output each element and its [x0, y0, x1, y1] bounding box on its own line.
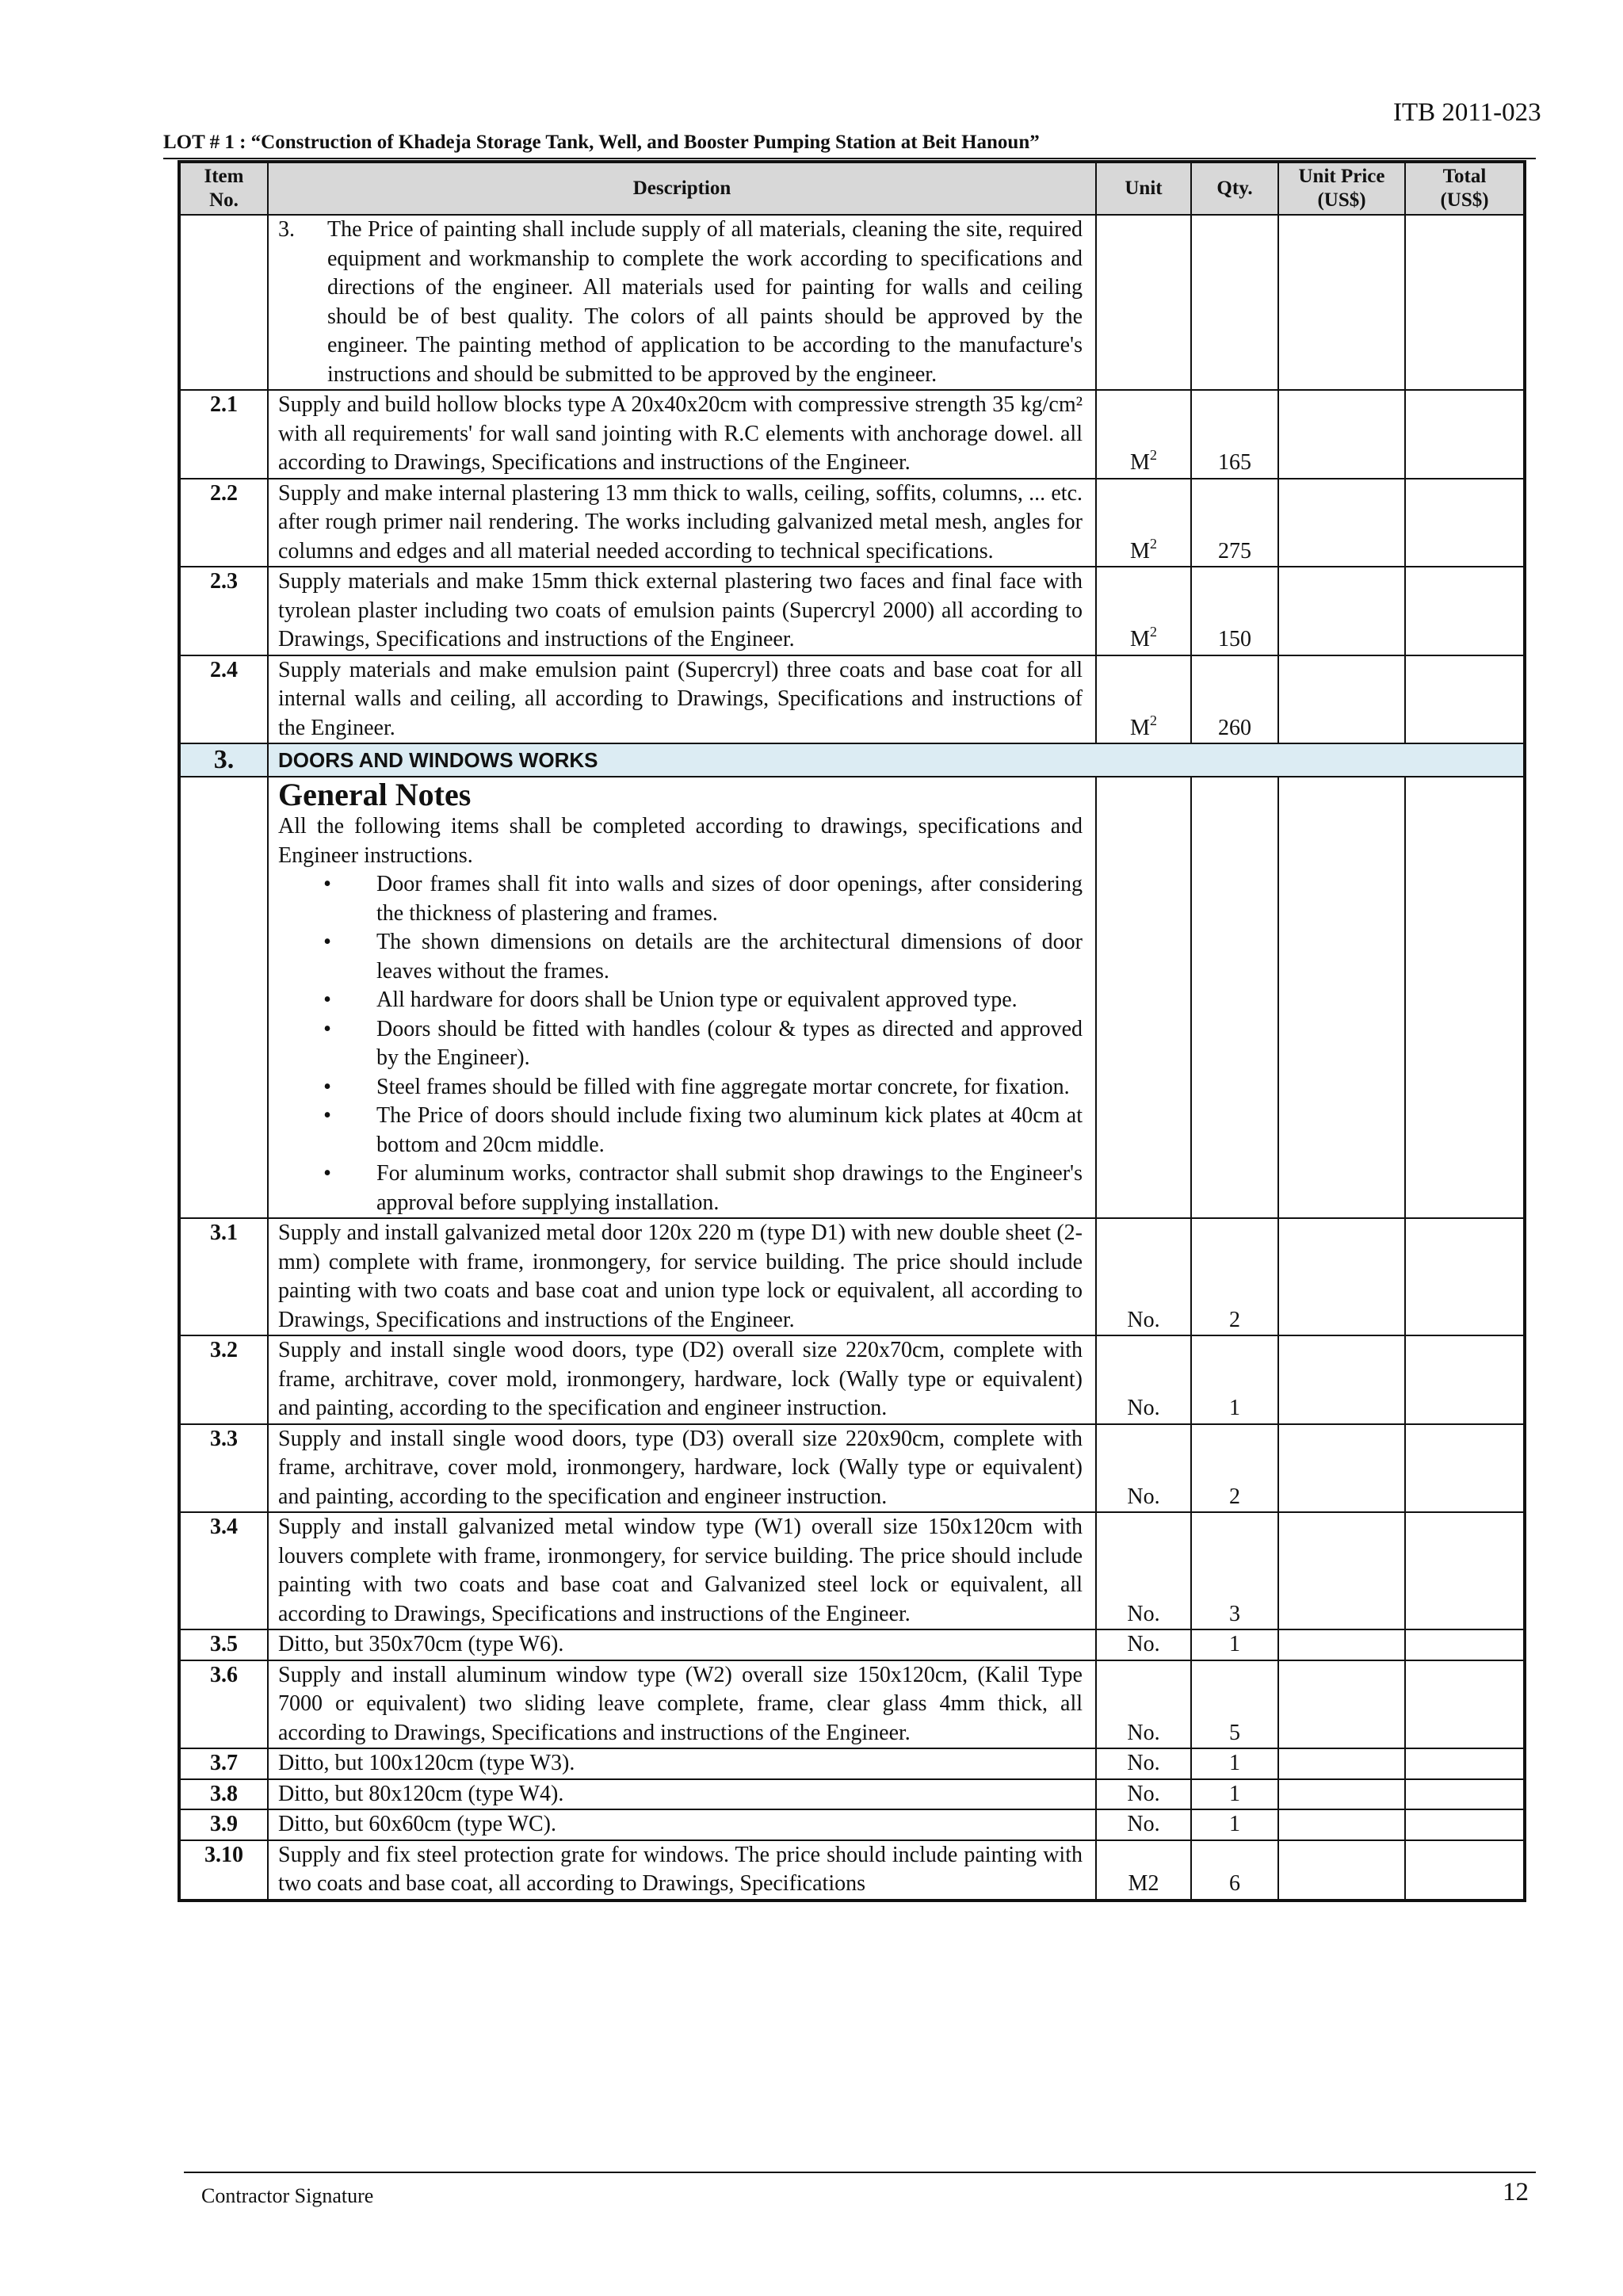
footer-rule	[184, 2172, 1536, 2173]
section-3	[179, 743, 1525, 1218]
item-number: 3.5	[179, 1629, 268, 1660]
column-header-unit: Unit	[1096, 162, 1191, 215]
general-notes-row	[179, 777, 1525, 1218]
item-unit	[1096, 1840, 1191, 1901]
item-unit-price	[1278, 1840, 1405, 1901]
bullet-icon: •	[323, 930, 331, 954]
column-header-description: Description	[268, 162, 1096, 215]
general-notes-intro: All the following items shall be completed according to drawings, specifications and Engineer instructions.	[278, 814, 1083, 868]
table-row	[179, 1748, 1525, 1779]
item-unit	[1096, 1424, 1191, 1513]
section-header-row	[179, 743, 1525, 777]
item-total	[1405, 390, 1525, 479]
item-quantity: 3	[1191, 1512, 1278, 1629]
bill-of-quantities-table	[178, 160, 1526, 1902]
item-unit	[1096, 479, 1191, 567]
item-unit-price	[1278, 479, 1405, 567]
unit-text: M	[1130, 627, 1150, 651]
item-number: 3.10	[179, 1840, 268, 1901]
table-row	[179, 1512, 1525, 1629]
unit-exponent: 2	[1149, 447, 1157, 463]
item-description: Supply and make internal plastering 13 mm thick to walls, ceiling, soffits, columns, ... etc. after rough primer nail rendering. The works including galvanized metal mesh, angles for columns and edges and all material needed according to technical specifications.	[268, 479, 1096, 567]
section-title: DOORS AND WINDOWS WORKS	[268, 743, 1525, 777]
item-total	[1405, 1218, 1525, 1335]
table-row	[179, 1335, 1525, 1424]
item-quantity: 275	[1191, 479, 1278, 567]
unit-text: No.	[1127, 1632, 1160, 1656]
general-notes-title: General Notes	[278, 777, 472, 812]
item-description: Supply and install single wood doors, type (D2) overall size 220x70cm, complete with frame, architrave, cover mold, ironmongery, hardware, lock (Wally type or equivalent) and painting, according to the specification and engineer instruction.	[268, 1335, 1096, 1424]
item-total	[1405, 1335, 1525, 1424]
item-number: 3.7	[179, 1748, 268, 1779]
item-unit	[1096, 1779, 1191, 1810]
item-description: Ditto, but 100x120cm (type W3).	[268, 1748, 1096, 1779]
item-number: 2.2	[179, 479, 268, 567]
item-number: 3.4	[179, 1512, 268, 1629]
list-item	[278, 1015, 1083, 1073]
item-unit-price	[1278, 1512, 1405, 1629]
item-quantity: 2	[1191, 1218, 1278, 1335]
item-unit-price	[1278, 655, 1405, 744]
list-item	[278, 986, 1083, 1015]
item-quantity: 1	[1191, 1809, 1278, 1840]
item-number: 3.2	[179, 1335, 268, 1424]
unit-text: No.	[1127, 1812, 1160, 1836]
item-total	[1405, 1660, 1525, 1749]
item-quantity: 2	[1191, 1424, 1278, 1513]
item-unit	[1096, 1660, 1191, 1749]
note-number: 3.	[278, 217, 295, 242]
unit-text: No.	[1127, 1396, 1160, 1420]
unit-text: No.	[1127, 1720, 1160, 1745]
column-header-item-no: Item No.	[179, 162, 268, 215]
bullet-text: Steel frames should be filled with fine aggregate mortar concrete, for fixation.	[376, 1074, 1070, 1099]
item-unit-price	[1278, 390, 1405, 479]
section-number: 3.	[179, 743, 268, 777]
contractor-signature-label: Contractor Signature	[201, 2184, 374, 2207]
item-number: 3.8	[179, 1779, 268, 1810]
general-notes-list	[278, 870, 1083, 1217]
item-unit-price	[1278, 1660, 1405, 1749]
bullet-icon: •	[323, 1074, 331, 1099]
table-row	[179, 390, 1525, 479]
doors-windows-items	[179, 1218, 1525, 1901]
item-description: Supply and install galvanized metal door 120x 220 m (type D1) with new double sheet (2-mm) complete with frame, ironmongery, for service building. The price should include painting with two coats and base coat and union type lock or equivalent, all according to Drawings, Specifications and instructions of the Engineer.	[268, 1218, 1096, 1335]
bullet-text: The Price of doors should include fixing two aluminum kick plates at 40cm at bottom and 20cm middle.	[376, 1103, 1083, 1157]
table-row	[179, 1424, 1525, 1513]
list-item	[278, 928, 1083, 986]
item-unit	[1096, 1218, 1191, 1335]
table-row	[179, 479, 1525, 567]
unit-text: M	[1130, 450, 1150, 475]
table-row	[179, 1218, 1525, 1335]
bullet-text: Door frames shall fit into walls and sizes of door openings, after considering the thickness of plastering and frames.	[376, 872, 1083, 926]
item-total	[1405, 655, 1525, 744]
item-total	[1405, 1424, 1525, 1513]
unit-text: No.	[1127, 1484, 1160, 1509]
item-total	[1405, 1512, 1525, 1629]
item-number: 2.3	[179, 567, 268, 655]
item-unit-price	[1278, 1779, 1405, 1810]
item-total	[1405, 479, 1525, 567]
item-description: Ditto, but 80x120cm (type W4).	[268, 1779, 1096, 1810]
item-quantity: 1	[1191, 1629, 1278, 1660]
item-quantity: 150	[1191, 567, 1278, 655]
item-unit-price	[1278, 1809, 1405, 1840]
item-number: 2.1	[179, 390, 268, 479]
painting-note-3	[268, 215, 1096, 390]
item-unit-price	[1278, 1748, 1405, 1779]
item-description: Supply and build hollow blocks type A 20x40x20cm with compressive strength 35 kg/cm² with all requirements' for wall sand jointing with R.C elements with anchorage dowel. all according to Drawings, Specifications and instructions of the Engineer.	[268, 390, 1096, 479]
item-number: 3.6	[179, 1660, 268, 1749]
column-header-qty: Qty.	[1191, 162, 1278, 215]
bullet-icon: •	[323, 1016, 331, 1041]
item-description: Supply and install aluminum window type (W2) overall size 150x120cm, (Kalil Type 7000 or equivalent) two sliding leave complete, frame, clear glass 4mm thick, all according to Drawings, Specifications and instructions of the Engineer.	[268, 1660, 1096, 1749]
item-quantity: 5	[1191, 1660, 1278, 1749]
item-description: Ditto, but 350x70cm (type W6).	[268, 1629, 1096, 1660]
item-total	[1405, 1629, 1525, 1660]
item-unit-price	[1278, 1424, 1405, 1513]
unit-exponent: 2	[1149, 624, 1157, 640]
item-quantity: 165	[1191, 390, 1278, 479]
item-unit	[1096, 1629, 1191, 1660]
table-row	[179, 1629, 1525, 1660]
unit-text: M	[1130, 715, 1150, 740]
item-unit-price	[1278, 567, 1405, 655]
item-unit	[1096, 390, 1191, 479]
lot-title: LOT # 1 : “Construction of Khadeja Storage Tank, Well, and Booster Pumping Station at Beit Hanoun”	[163, 132, 1040, 153]
table-header-row	[179, 162, 1525, 215]
unit-exponent: 2	[1149, 535, 1157, 552]
header-rule	[163, 158, 1536, 159]
column-header-unit-price: Unit Price (US$)	[1278, 162, 1405, 215]
list-item	[278, 1102, 1083, 1159]
item-unit-price	[1278, 1335, 1405, 1424]
item-quantity: 260	[1191, 655, 1278, 744]
page-number: 12	[1503, 2178, 1529, 2206]
item-unit	[1096, 1748, 1191, 1779]
item-description: Supply and install galvanized metal window type (W1) overall size 150x120cm with louvers complete with frame, ironmongery, for service building. The price should include painting with two coats and base coat and Galvanized steel lock or equivalent, all according to Drawings, Specifications and instructions of the Engineer.	[268, 1512, 1096, 1629]
document-reference: ITB 2011-023	[1393, 98, 1541, 127]
bullet-text: The shown dimensions on details are the architectural dimensions of door leaves without the frames.	[376, 930, 1083, 984]
bullet-icon: •	[323, 988, 331, 1012]
list-item	[278, 870, 1083, 928]
item-description: Supply materials and make emulsion paint (Supercryl) three coats and base coat for all internal walls and ceiling, all according to Drawings, Specifications and instructions of the Engineer.	[268, 655, 1096, 744]
unit-text: No.	[1127, 1601, 1160, 1626]
item-description: Supply and install single wood doors, type (D3) overall size 220x90cm, complete with frame, architrave, cover mold, ironmongery, hardware, lock (Wally type or equivalent) and painting, according to the specification and engineer instruction.	[268, 1424, 1096, 1513]
unit-text: No.	[1127, 1781, 1160, 1806]
item-quantity: 1	[1191, 1748, 1278, 1779]
column-header-total: Total (US$)	[1405, 162, 1525, 215]
item-number: 2.4	[179, 655, 268, 744]
list-item	[278, 1159, 1083, 1217]
item-description: Supply and fix steel protection grate for windows. The price should include painting with two coats and base coat, all according to Drawings, Specifications	[268, 1840, 1096, 1901]
bullet-icon: •	[323, 1161, 331, 1186]
item-unit	[1096, 1809, 1191, 1840]
item-number: 3.3	[179, 1424, 268, 1513]
bullet-icon: •	[323, 1103, 331, 1128]
painting-items	[179, 215, 1525, 743]
unit-text: No.	[1127, 1751, 1160, 1775]
bullet-text: Doors should be fitted with handles (colour & types as directed and approved by the Engineer).	[376, 1016, 1083, 1070]
unit-text: M2	[1128, 1871, 1159, 1896]
item-total	[1405, 567, 1525, 655]
table-row	[179, 215, 1525, 390]
item-number: 3.9	[179, 1809, 268, 1840]
item-total	[1405, 1748, 1525, 1779]
item-total	[1405, 1840, 1525, 1901]
item-quantity: 6	[1191, 1840, 1278, 1901]
table-row	[179, 1779, 1525, 1810]
item-description: Supply materials and make 15mm thick external plastering two faces and final face with tyrolean plaster including two coats of emulsion paints (Supercryl 2000) all according to Drawings, Specifications and instructions of the Engineer.	[268, 567, 1096, 655]
item-unit	[1096, 1512, 1191, 1629]
item-unit	[1096, 567, 1191, 655]
item-unit-price	[1278, 1629, 1405, 1660]
item-total	[1405, 1779, 1525, 1810]
bullet-text: For aluminum works, contractor shall submit shop drawings to the Engineer's approval before supplying installation.	[376, 1161, 1083, 1215]
bullet-icon: •	[323, 872, 331, 896]
item-number: 3.1	[179, 1218, 268, 1335]
item-unit-price	[1278, 1218, 1405, 1335]
note-text: The Price of painting shall include supply of all materials, cleaning the site, required equipment and workmanship to complete the work according to specifications and directions of the engineer. All materials used for painting for walls and ceiling should be of best quality. The colors of all paints should be approved by the engineer. The painting method of application to be according to the manufacture's instructions and should be submitted to be approved by the engineer.	[327, 217, 1083, 387]
item-unit	[1096, 655, 1191, 744]
item-unit	[1096, 1335, 1191, 1424]
item-quantity: 1	[1191, 1779, 1278, 1810]
unit-exponent: 2	[1149, 712, 1157, 728]
table-row	[179, 1840, 1525, 1901]
bullet-text: All hardware for doors shall be Union type or equivalent approved type.	[376, 988, 1018, 1012]
table-row	[179, 655, 1525, 744]
table-row	[179, 567, 1525, 655]
unit-text: M	[1130, 538, 1150, 563]
item-total	[1405, 1809, 1525, 1840]
unit-text: No.	[1127, 1307, 1160, 1332]
item-quantity: 1	[1191, 1335, 1278, 1424]
table-row	[179, 1809, 1525, 1840]
list-item	[278, 1073, 1083, 1102]
table-row	[179, 1660, 1525, 1749]
item-description: Ditto, but 60x60cm (type WC).	[268, 1809, 1096, 1840]
